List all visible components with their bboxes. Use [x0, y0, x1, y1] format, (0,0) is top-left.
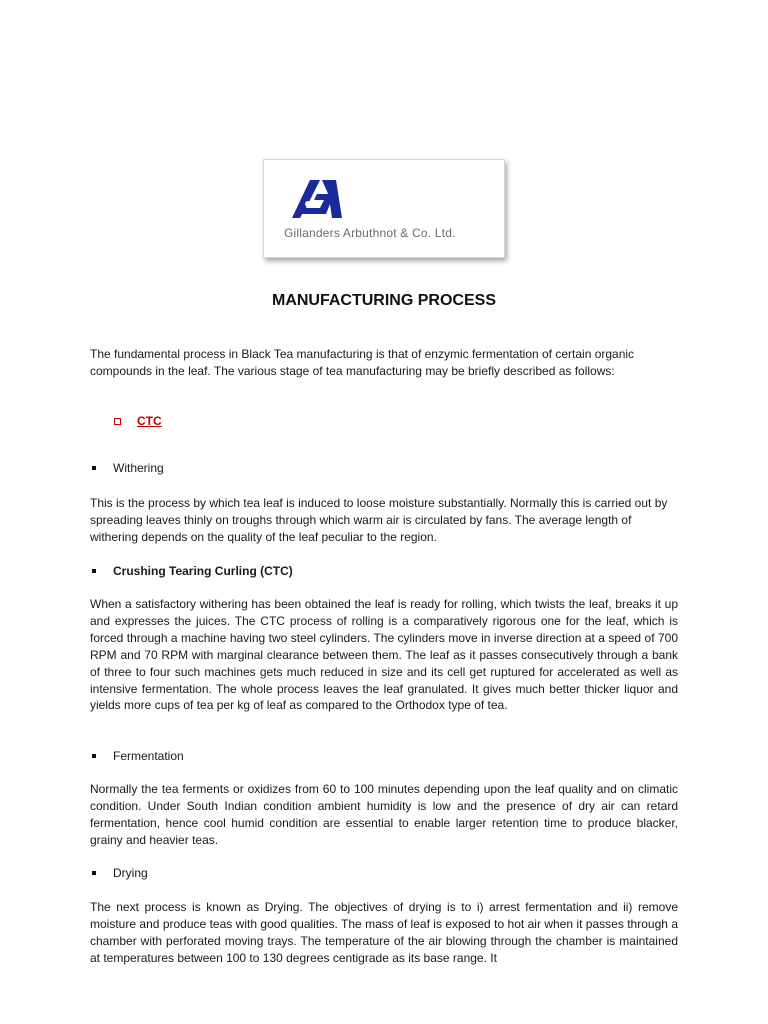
section-heading-drying [90, 865, 148, 881]
ctc-heading: CTC [137, 414, 162, 428]
section-heading-label: Drying [113, 866, 148, 880]
company-logo [263, 159, 505, 258]
section-heading-fermentation [90, 748, 184, 764]
section-heading-ctc [90, 563, 293, 579]
drying-paragraph: The next process is known as Drying. The objectives of drying is to i) arrest fermentation and ii) remove moisture and produce teas with good qualities. The mass of leaf is exposed to hot air when it passes through a chamber with perforated moving trays. The temperature of the air blowing through the chamber is maintained at temperatures between 100 to 130 degrees centigrade as its base range. It [90, 900, 678, 965]
fermentation-paragraph: Normally the tea ferments or oxidizes from 60 to 100 minutes depending upon the leaf quality and on climatic condition. Under South Indian condition ambient humidity is low and the presence of dry air can retard fermentation, hence cool humid condition are essential to enable larger retention time to produce blacker, grainy and heavier teas. [90, 782, 678, 847]
intro-paragraph: The fundamental process in Black Tea manufacturing is that of enzymic fermentation of certain organic compounds in the leaf. The various stage of tea manufacturing may be briefly described as follows: [90, 347, 635, 378]
company-logo-icon [284, 174, 344, 220]
square-bullet-icon [92, 466, 96, 470]
section-heading-label: Withering [113, 461, 164, 475]
company-name: Gillanders Arbuthnot & Co. Ltd. [284, 226, 456, 240]
page-title: MANUFACTURING PROCESS [271, 292, 496, 309]
ctc-paragraph: When a satisfactory withering has been obtained the leaf is ready for rolling, which twists the leaf, breaks it up and expresses the juices. The CTC process of rolling is a comparatively rigorous one for the leaf, which is forced through a machine having two steel cylinders. The cylinders move in inverse direction at a speed of 700 RPM and 70 RPM with marginal clearance between them. The leaf as it passes consecutively through a bank of three to four such machines gets much reduced in size and its cell get ruptured for accelerated as well as intensive fermentation. The whole process leaves the leaf granulated. It gives much better thicker liquor and yields more cups of tea per kg of leaf as compared to the Orthodox type of tea. [90, 597, 678, 713]
hollow-square-bullet-icon [114, 418, 121, 425]
withering-paragraph: This is the process by which tea leaf is induced to loose moisture substantially. Normally this is carried out by spreading leaves thinly on troughs through which warm air is circulated by fans. The average length of withering depends on the quality of the leaf peculiar to the region. [90, 496, 668, 544]
section-heading-withering [90, 460, 164, 476]
square-bullet-icon [92, 569, 96, 573]
square-bullet-icon [92, 754, 96, 758]
square-bullet-icon [92, 871, 96, 875]
section-heading-label: Fermentation [113, 749, 184, 763]
section-heading-label: Crushing Tearing Curling (CTC) [113, 564, 293, 578]
